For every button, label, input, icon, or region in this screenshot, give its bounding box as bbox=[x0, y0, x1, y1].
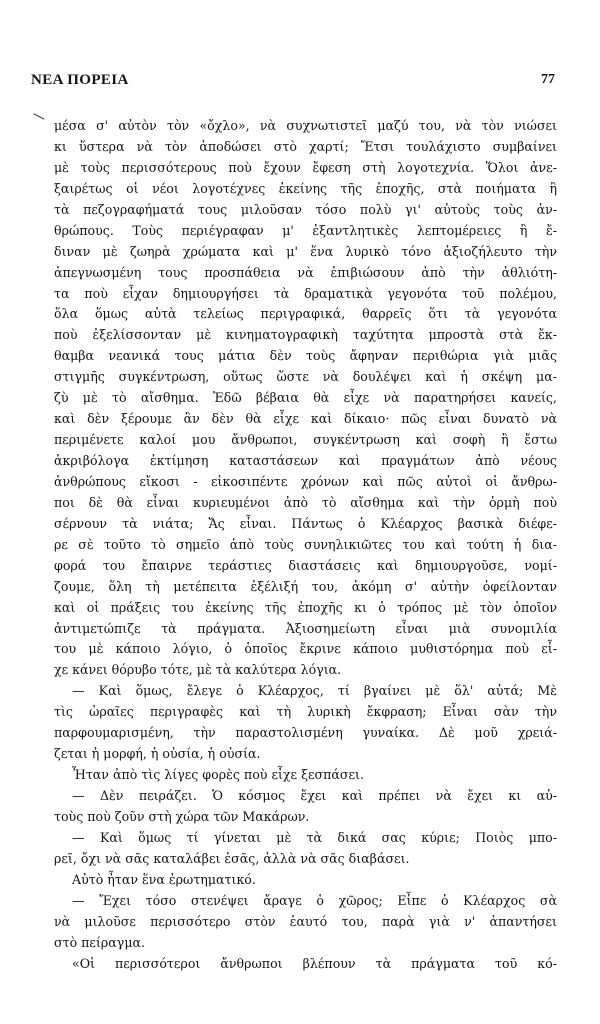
text-line: ἀκριβόλογα ἐκτίμηση καταστάσεων καὶ πραγμάτων ἀπὸ νέους bbox=[54, 453, 557, 468]
text-line: του μὲ κάποιο λόγιο, ὁ ὁποῖος ἔκρινε κάποιο μυθιστόρημα ποὺ εἶ- bbox=[54, 641, 557, 657]
text-line: φορά του ἔπαιρνε τεράστιες διαστάσεις καὶ δημιουργοῦσε, νομί- bbox=[54, 557, 557, 573]
text-line: θαμβα νεανικά τους μάτια δὲν τοὺς ἄφηναν περιθώρια γιὰ μιᾶς bbox=[54, 348, 557, 364]
page-number: 77 bbox=[541, 72, 555, 87]
text-line: διναν μὲ ζωηρὰ χρώματα καὶ μ' ἕνα λυρικὸ τόνο ἀξιοζήλευτο τὴν bbox=[54, 243, 557, 259]
text-line: στὸ πείραγμα. bbox=[54, 934, 146, 950]
text-line: κι ὕστερα νὰ τὸν ἀποδώσει στὸ χαρτί; Ἔτσι τουλάχιστο συμβαίνει bbox=[54, 138, 557, 154]
text-line: — Δὲν πειράζει. Ὁ κόσμος ἔχει καὶ πρέπει νὰ ἔχει κι αὐ- bbox=[72, 788, 557, 803]
text-line: χε κάνει θόρυβο τότε, μὲ τὰ καλύτερα λόγια. bbox=[54, 662, 342, 678]
text-line: ποὺ ἐξελίσσονταν μὲ κινηματογραφικὴ ταχύτητα μπροστὰ στὰ ἔκ- bbox=[54, 327, 557, 343]
text-line: στιγμῆς συγκέντρωση, οὕτως ὥστε νὰ δουλέψει καὶ ἡ σκέψη μα- bbox=[54, 369, 557, 385]
text-line: ξαιρέτως οἱ νέοι λογοτέχνες ἐκείνης τῆς ἐποχῆς, στὰ ποιήματα ἢ bbox=[54, 180, 557, 196]
text-line: τα ποὺ εἶχαν δημιουργήσει τὰ δραματικὰ γεγονότα τοῦ πολέμου, bbox=[54, 285, 557, 301]
text-line: καὶ δὲν ξέρουμε ἂν δὲν θὰ εἶχε καὶ δίκαιο· πῶς εἶναι δυνατὸ νὰ bbox=[54, 411, 557, 427]
text-line: — Καὶ ὅμως, ἔλεγε ὁ Κλέαρχος, τί βγαίνει μὲ ὅλ' αὐτά; Μὲ bbox=[72, 683, 557, 699]
text-line: ρε σὲ τοῦτο τὸ σημεῖο ἀπὸ τοὺς συνηλικιῶτες του καὶ τούτη ἡ δια- bbox=[54, 536, 557, 552]
running-header bbox=[31, 72, 555, 94]
text-line: ὅλα ὅμως αὐτὰ τελείως περιγραφικά, θαρρεῖς ὅτι τὰ γεγονότα bbox=[54, 306, 557, 322]
text-line: μὲ τοὺς περισσότερους ποὺ ἔχουν ἔφεση στὴ λογοτεχνία. Ὅλοι ἀνε- bbox=[54, 159, 557, 175]
text-line: ποι δὲ θὰ εἶναι κυριευμένοι ἀπὸ τὸ αἴσθημα καὶ τὴν ὁρμὴ ποὺ bbox=[54, 494, 557, 510]
text-line: Αὐτὸ ἦταν ἕνα ἐρωτηματικό. bbox=[72, 871, 256, 887]
text-line: Ἦταν ἀπὸ τὶς λίγες φορὲς ποὺ εἶχε ξεσπάσει. bbox=[72, 767, 364, 783]
text-line: ζὺ μὲ τὸ αἴσθημα. Ἐδῶ βέβαια θὰ εἶχε νὰ παρατηρήσει κανείς, bbox=[54, 390, 557, 406]
text-line: ρεῖ, ὄχι νὰ σᾶς καταλάβει ἐσᾶς, ἀλλὰ νὰ σᾶς διαβάσει. bbox=[54, 850, 410, 866]
text-line: «Οἱ περισσότεροι ἄνθρωποι βλέπουν τὰ πράγματα τοῦ κό- bbox=[72, 955, 557, 971]
text-line: ἀντιμετώπιζε τὰ πράγματα. Ἀξιοσημείωτη εἶναι μιὰ συνομιλία bbox=[54, 620, 557, 636]
journal-title: ΝΕΑ ΠΟΡΕΙΑ bbox=[31, 72, 129, 88]
text-line: θρώπους. Τοὺς περιέγραφαν μ' ἐξαντλητικὲς λεπτομέρειες ἢ ἔ- bbox=[54, 222, 557, 238]
text-line: σέρνουν τὰ νιάτα; Ἄς εἶναι. Πάντως ὁ Κλέαρχος βασικὰ διέφε- bbox=[54, 515, 557, 531]
text-line: ζουμε, ὅλη τὴ μετέπειτα ἐξέλιξή του, ἀκόμη σ' αὐτὴν ὀφείλονταν bbox=[54, 578, 557, 594]
margin-pencil-mark bbox=[33, 113, 44, 120]
text-line: τὰ πεζογραφήματά τους μιλοῦσαν τόσο πολὺ γι' αὐτοὺς τοὺς ἀν- bbox=[54, 201, 557, 217]
text-line: καὶ οἱ πράξεις του ἐκείνης τῆς ἐποχῆς κι ὁ τρόπος μὲ τὸν ὁποῖον bbox=[54, 599, 557, 615]
text-line: — Ἔχει τόσο στενέψει ἄραγε ὁ χῶρος; Εἶπε ὁ Κλέαρχος σὰ bbox=[72, 892, 557, 908]
text-line: τὶς ὡραῖες περιγραφὲς καὶ τὴ λυρικὴ ἔκφραση; Εἶναι σὰν τὴν bbox=[54, 704, 557, 720]
text-line: νὰ μιλοῦσε περισσότερο στὸν ἑαυτό του, παρὰ γιὰ ν' ἀπαντήσει bbox=[54, 913, 557, 929]
text-line: ζεται ἡ μορφή, ἡ οὐσία, ἡ οὐσία. bbox=[54, 746, 261, 762]
text-line: περιμένετε καλοί μου ἄνθρωποι, συγκέντρωση καὶ σοφὴ ἢ ἔστω bbox=[54, 432, 557, 448]
text-line: — Καὶ ὅμως τί γίνεται μὲ τὰ δικά σας κύριε; Ποιὸς μπο- bbox=[72, 829, 557, 845]
text-line: παρφουμαρισμένη, τὴν παραστολισμένη γυναίκα. Δὲ μοῦ χρειά- bbox=[54, 725, 557, 741]
text-line: μέσα σ' αὐτὸν τὸν «ὄχλο», νὰ συχνωτιστεῖ μαζύ του, νὰ τὸν νιώσει bbox=[54, 118, 557, 133]
body-text bbox=[54, 116, 557, 974]
text-line: ἀπεγνωσμένη τους προσπάθεια νὰ ἐπιβιώσουν ἀπὸ τὴν ἀθλιότη- bbox=[54, 264, 557, 280]
text-line: ἀνθρώπους εἴκοσι - εἰκοσιπέντε χρόνων καὶ πῶς αὐτοὶ οἱ ἄνθρω- bbox=[54, 473, 557, 489]
text-line: τοὺς ποὺ ζοῦν στὴ χώρα τῶν Μακάρων. bbox=[54, 808, 310, 824]
